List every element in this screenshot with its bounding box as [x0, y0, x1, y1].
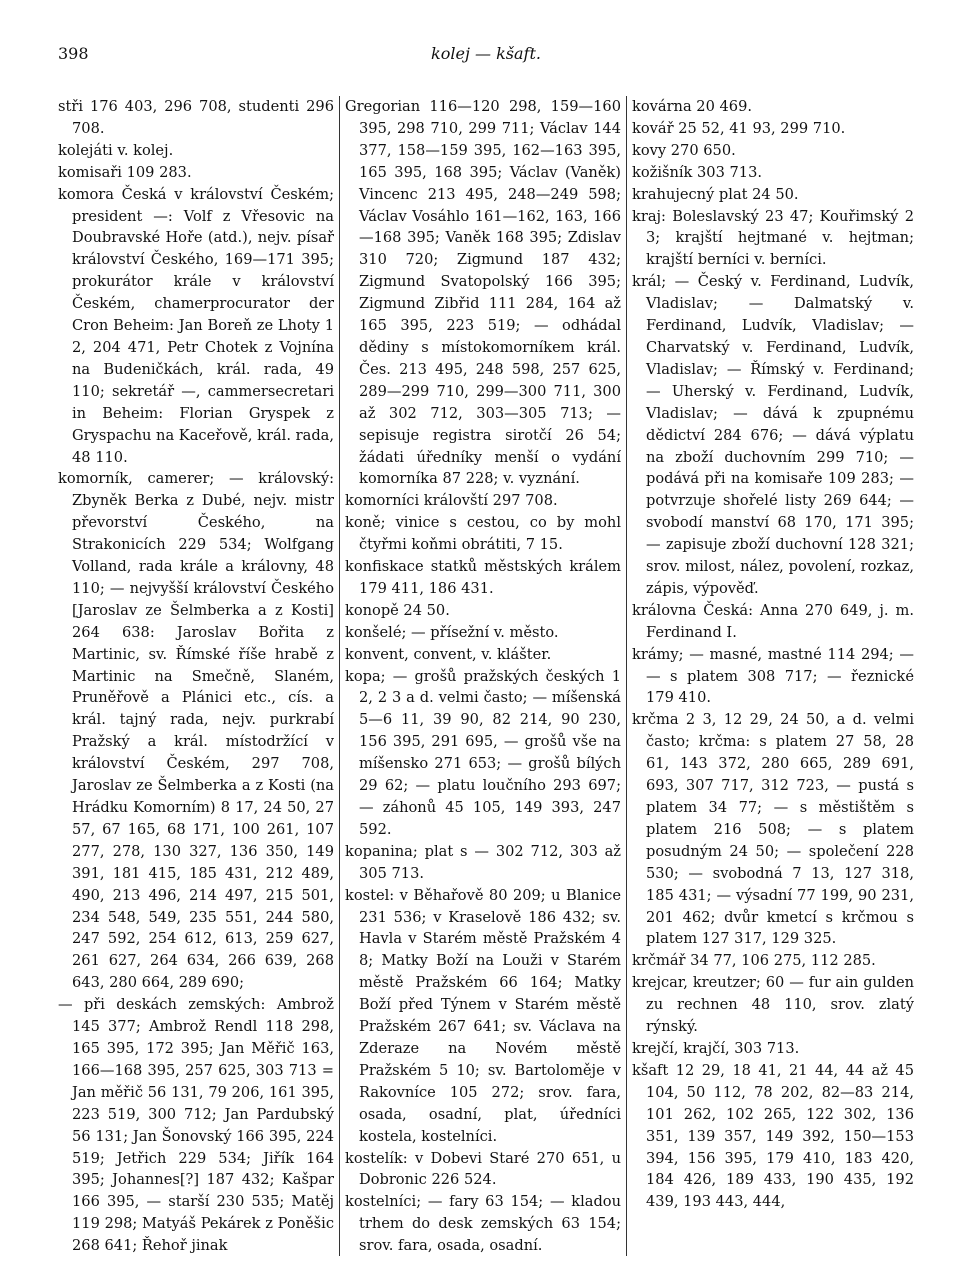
- index-entry: Gregorian 116—120 298, 159—160 395, 298 710, 299 711; Václav 144 377, 158—159 395, 162—163 395, 165 395, 168 395; Václav (Vaněk) Vincenc 213 495, 248—249 598; Václav Vosáhlo 161—162, 163, 166—168 395; Vaněk 168 395; Zdislav 310 720; Zigmund 187 432; Zigmund Svatopolský 166 395; Zigmund Zibřid 111 284, 164 až 165 395, 223 519; — odhádal dědiny s místokomorníkem král. Čes. 213 495, 248 598, 257 625, 289—299 710, 299—300 711, 300 až 302 712, 303—305 713; — sepisuje registra sirotčí 26 54; žádati úředníky menší o vydání komorníka 87 228; v. vyznání.: [345, 98, 621, 488]
- index-entry: kožišník 303 713.: [632, 163, 763, 181]
- index-entry: kopa; — grošů pražských českých 1 2, 2 3 a d. velmi často; — míšenská 5—6 11, 39 90, 82 214, 90 230, 156 395, 291 695, — grošů vše na míšensko 271 653; — grošů bílých 29 62; — platu loučního 293 697; — záhonů 45 105, 149 393, 247 592.: [345, 667, 621, 838]
- index-entry: stři 176 403, 296 708, studenti 296 708.: [58, 98, 334, 137]
- index-entry: královna Česká: Anna 270 649, j. m. Ferdinand I.: [632, 601, 914, 641]
- index-entry: kovář 25 52, 41 93, 299 710.: [632, 119, 846, 137]
- index-entry: — při deskách zemských: Ambrož 145 377; Ambrož Rendl 118 298, 165 395, 172 395; Jan Měřič 163, 166—168 395, 257 625, 303 713 = Jan měřič 56 131, 79 206, 161 395, 223 519, 300 712; Jan Pardubský 56 131; Jan Šonovský 166 395, 224 519; Jetřich 229 534; Jiřík 164 395; Johannes[?] 187 432; Kašpar 166 395, — starší 230 535; Matěj 119 298; Matyáš Pekárek z Poněšic 268 641; Řehoř jinak: [58, 996, 334, 1255]
- index-entry: kostel: v Běhařově 80 209; u Blanice 231 536; v Kraselově 186 432; sv. Havla v Starém městě Pražském 4 8; Matky Boží na Louži v Starém městě Pražském 66 164; Matky Boží před Týnem v Starém městě Pražském 267 641; sv. Václava na Zderaze na Novém městě Pražském 5 10; sv. Bartoloměje v Rakovníce 105 272; srov. fara, osada, osadní, plat, úředníci kostela, kostelníci.: [345, 886, 621, 1145]
- index-entry: komisaři 109 283.: [58, 163, 192, 181]
- index-columns: [58, 96, 914, 1256]
- index-entry: kraj: Boleslavský 23 47; Kouřimský 2 3; krajští hejtmané v. hejtman; krajští berníci v. berníci.: [632, 207, 914, 269]
- index-entry: konšelé; — přísežní v. město.: [345, 623, 559, 641]
- index-entry: krčma 2 3, 12 29, 24 50, a d. velmi často; krčma: s platem 27 58, 28 61, 143 372, 280 665, 289 691, 693, 307 717, 312 723, — pustá s platem 34 77; — s městištěm s platem 216 508; — s platem posudným 24 50; — společení 228 530; — svobodná 7 13, 127 318, 185 431; — výsadní 77 199, 90 231, 201 462; dvůr kmetcí s krčmou s platem 127 317, 129 325.: [632, 711, 914, 948]
- index-entry: kopanina; plat s — 302 712, 303 až 305 713.: [345, 842, 621, 882]
- index-entry: krámy; — masné, mastné 114 294; — — s platem 308 717; — řeznické 179 410.: [632, 645, 914, 707]
- index-column-1: [58, 96, 334, 1256]
- index-entry: krejčí, krajčí, 303 713.: [632, 1039, 800, 1057]
- index-entry: kolejáti v. kolej.: [58, 141, 174, 159]
- index-entry: kostelníci; — fary 63 154; — kladou trhem do desk zemských 63 154; srov. fara, osada, osadní.: [345, 1193, 621, 1255]
- index-entry: koně; vinice s cestou, co by mohl čtyřmi koňmi obrátiti, 7 15.: [345, 514, 621, 554]
- index-entry: kovárna 20 469.: [632, 98, 752, 115]
- index-entry: konopě 24 50.: [345, 601, 450, 619]
- index-entry: kovy 270 650.: [632, 141, 736, 159]
- column-divider: [626, 96, 627, 1256]
- index-column-3: [632, 96, 914, 1256]
- index-entry: kšaft 12 29, 18 41, 21 44, 44 až 45 104, 50 112, 78 202, 82—83 214, 101 262, 102 265, 122 302, 136 351, 139 357, 149 392, 150—153 394, 156 395, 179 410, 183 420, 184 426, 189 433, 190 435, 192 439, 193 443, 444,: [632, 1061, 914, 1211]
- page-number: 398: [58, 44, 89, 63]
- index-entry: krejcar, kreutzer; 60 — fur ain gulden zu rechnen 48 110, srov. zlatý rýnský.: [632, 974, 914, 1036]
- index-entry: krahujecný plat 24 50.: [632, 185, 799, 203]
- index-entry: konvent, convent, v. klášter.: [345, 645, 552, 663]
- index-entry: král; — Český v. Ferdinand, Ludvík, Vladislav; — Dalmatský v. Ferdinand, Ludvík, Vladislav; — Charvatský v. Ferdinand, Ludvík, Vladislav; — Římský v. Ferdinand; — Uherský v. Ferdinand, Ludvík, Vladislav; — dává k zpupnému dědictví 284 676; — dává výplatu na zboží duchovním 299 710; — podává při na komisaře 109 283; — potvrzuje shořelé listy 269 644; — svobodí manství 68 170, 171 395; — zapisuje zboží duchovní 128 321; srov. milost, nález, povolení, rozkaz, zápis, výpověď.: [632, 273, 914, 597]
- index-entry: konfiskace statků městských králem 179 411, 186 431.: [345, 558, 621, 597]
- index-entry: kostelík: v Dobevi Staré 270 651, u Dobronic 226 524.: [345, 1149, 621, 1189]
- index-entry: krčmář 34 77, 106 275, 112 285.: [632, 952, 876, 970]
- column-divider: [339, 96, 340, 1256]
- page-header: [58, 44, 914, 74]
- running-head: kolej — kšaft.: [431, 44, 541, 63]
- index-entry: komorníci královští 297 708.: [345, 492, 558, 510]
- index-column-2: [345, 96, 621, 1256]
- index-entry: komora Česká v království Českém; president —: Volf z Vřesovic na Doubravské Hoře (atd.), nejv. písař království Českého, 169—171 395; prokurátor krále v království Českém, chamerprocurator der Cron Beheim: Jan Boreň ze Lhoty 1 2, 204 471, Petr Chotek z Vojnína na Budeničkách, král. rada, 49 110; sekretář —, cammersecretari in Beheim: Florian Gryspek z Gryspachu na Kaceřově, král. rada, 48 110.: [58, 185, 334, 466]
- index-entry: komorník, camerer; — královský: Zbyněk Berka z Dubé, nejv. mistr převorství Českého, na Strakonicích 229 534; Wolfgang Volland, rada krále a královny, 48 110; — nejvyšší království Českého [Jaroslav ze Šelmberka a z Kosti] 264 638: Jaroslav Bořita z Martinic, sv. Římské říše hrabě z Martinic na Smečně, Slaném, Pruněřově a Plánici etc., cís. a král. tajný rada, nejv. purkrabí Pražský a král. místodržící v království Českém, 297 708, Jaroslav ze Šelmberka a z Kosti (na Hrádku Komorním) 8 17, 24 50, 27 57, 67 165, 68 171, 100 261, 107 277, 278, 130 327, 136 350, 149 391, 181 415, 185 431, 212 489, 490, 213 496, 214 497, 215 501, 234 548, 549, 235 551, 244 580, 247 592, 254 612, 613, 259 627, 261 627, 264 634, 266 639, 268 643, 280 664, 289 690;: [58, 470, 334, 992]
